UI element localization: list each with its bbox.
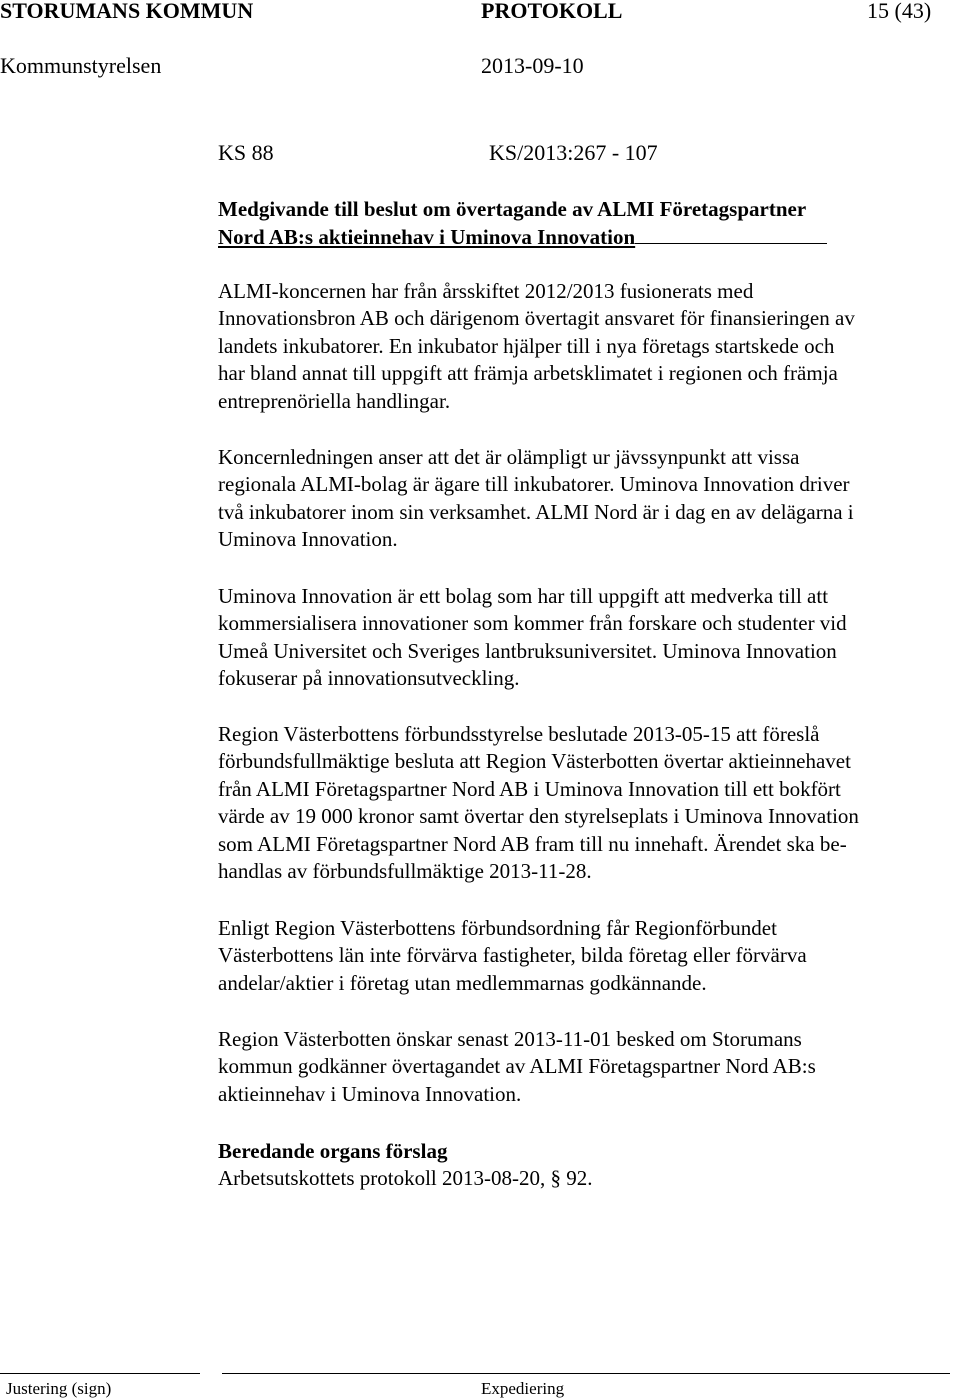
dispatch-rule — [222, 1373, 950, 1374]
paragraph-conflict-of-interest — [218, 444, 960, 554]
text-line: har bland annat till uppgift att främja arbetsklimatet i regionen och främja — [218, 361, 838, 386]
text-line: landets inkubatorer. En inkubator hjälper till i nya företags startskede och — [218, 333, 835, 358]
case-reference: KS/2013:267 - 107 — [489, 140, 658, 165]
text-line: regionala ALMI-bolag är ägare till inkubatorer. Uminova Innovation driver — [218, 472, 850, 497]
text-line: andelar/aktier i företag utan medlemmarnas godkännande. — [218, 970, 707, 995]
text-line: handlas av förbundsfullmäktige 2013-11-28. — [218, 859, 592, 884]
preparatory-text — [218, 1165, 960, 1192]
document-type: PROTOKOLL — [481, 0, 623, 23]
signature-rule — [0, 1373, 200, 1374]
paragraph-region-request — [218, 1026, 960, 1108]
text-line: Uminova Innovation. — [218, 527, 398, 552]
committee-name: Kommunstyrelsen — [0, 53, 162, 78]
municipality-name: STORUMANS KOMMUN — [0, 0, 254, 23]
text-line: Innovationsbron AB och därigenom övertagit ansvaret för finansieringen av — [218, 306, 855, 331]
text-line: Umeå Universitet och Sveriges lantbruksuniversitet. Uminova Innovation — [218, 638, 837, 663]
text-line: aktieinnehav i Uminova Innovation. — [218, 1081, 522, 1106]
paragraph-region-decision — [218, 721, 960, 885]
section-number: KS 88 — [218, 140, 274, 165]
case-title-line-2 — [218, 224, 827, 251]
text-line: Enligt Region Västerbottens förbundsordning får Regionförbundet — [218, 916, 777, 940]
paragraph-almi-merger — [218, 278, 960, 415]
meeting-date: 2013-09-10 — [481, 53, 584, 78]
dispatch-label: Expediering — [481, 1379, 565, 1398]
text-line: två inkubatorer inom sin verksamhet. ALMI Nord är i dag en av delägarna i — [218, 499, 854, 524]
text-line: entreprenöriella handlingar. — [218, 388, 451, 413]
text-line: fokuserar på innovationsutveckling. — [218, 666, 520, 691]
text-line: Västerbottens län inte förvärva fastigheter, bilda företag eller förvärva — [218, 943, 807, 968]
text-line: som ALMI Företagspartner Nord AB fram till nu innehaft. Ärendet ska be- — [218, 831, 847, 856]
text-line: kommersialisera innovationer som kommer från forskare och studenter vid — [218, 611, 847, 636]
text-line: Koncernledningen anser att det är olämpligt ur jävssynpunkt att vissa — [218, 445, 800, 469]
text-line: förbundsfullmäktige besluta att Region Västerbotten övertar aktieinnehavet — [218, 749, 851, 774]
text-line: Region Västerbotten önskar senast 2013-11-01 besked om Storumans — [218, 1027, 802, 1051]
case-title-line-2-text: Nord AB:s aktieinnehav i Uminova Innovation — [218, 225, 636, 249]
page-number: 15 (43) — [867, 0, 932, 23]
paragraph-federation-rules — [218, 915, 960, 997]
text-line: ALMI-koncernen har från årsskiftet 2012/2013 fusionerats med — [218, 279, 754, 303]
title-underline — [635, 225, 827, 244]
text-line: värde av 19 000 kronor samt övertar den styrelseplats i Uminova Innovation — [218, 804, 859, 829]
case-title-line-1: Medgivande till beslut om övertagande av ALMI Företagspartner — [218, 197, 807, 221]
text-line: Region Västerbottens förbundsstyrelse beslutade 2013-05-15 att föreslå — [218, 722, 820, 746]
text-line: kommun godkänner övertagandet av ALMI Företagspartner Nord AB:s — [218, 1054, 816, 1079]
text-line: Arbetsutskottets protokoll 2013-08-20, § 92. — [218, 1166, 593, 1190]
preparatory-heading: Beredande organs förslag — [218, 1139, 448, 1163]
text-line: från ALMI Företagspartner Nord AB i Uminova Innovation till ett bokfört — [218, 776, 841, 801]
text-line: Uminova Innovation är ett bolag som har till uppgift att medverka till att — [218, 584, 829, 608]
paragraph-uminova-description — [218, 583, 960, 693]
adjustment-label: Justering (sign) — [6, 1379, 112, 1398]
